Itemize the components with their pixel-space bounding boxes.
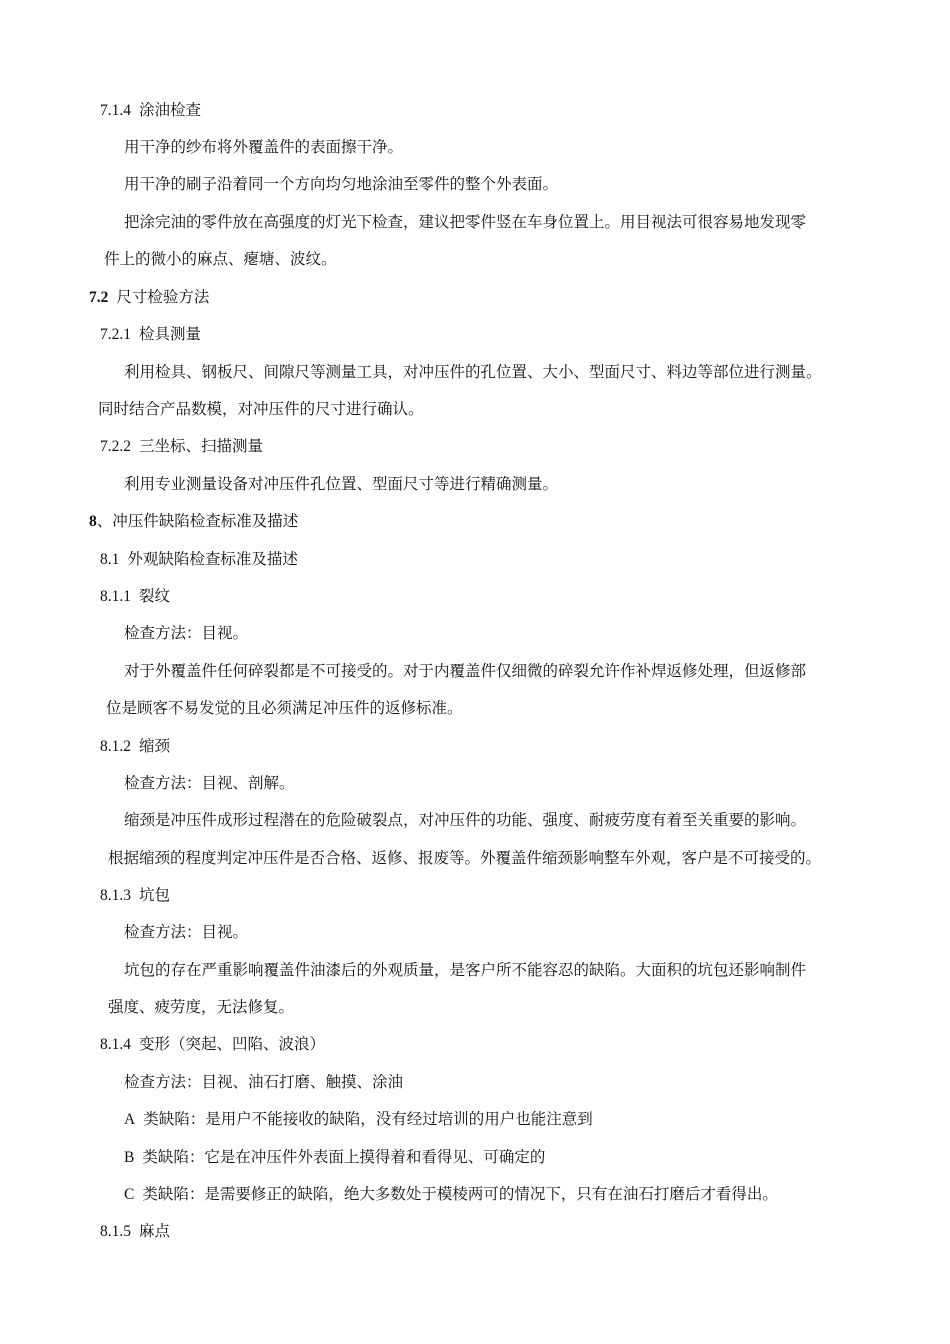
section-title: 、冲压件缺陷检查标准及描述 [96, 512, 299, 530]
paragraph: 利用检具、钢板尺、间隙尺等测量工具，对冲压件的孔位置、大小、型面尺寸、料边等部位进行测量。 [124, 363, 822, 381]
paragraph: 强度、疲劳度，无法修复。 [108, 998, 295, 1016]
paragraph: 把涂完油的零件放在高强度的灯光下检查，建议把零件竖在车身位置上。用目视法可很容易地发现零 [124, 213, 807, 231]
paragraph: 同时结合产品数模，对冲压件的尺寸进行确认。 [98, 400, 424, 418]
section-number: 8.1.1 [100, 588, 131, 605]
class-description: 类缺陷：它是在冲压件外表面上摸得着和看得见、可确定的 [142, 1148, 546, 1166]
section-title: 外观缺陷检查标准及描述 [127, 550, 298, 568]
heading-7-1-4 [100, 100, 201, 121]
heading-7-2-2 [100, 436, 263, 457]
heading-7-2-1 [100, 324, 201, 345]
class-description: 类缺陷：是需要修正的缺陷，绝大多数处于模棱两可的情况下，只有在油石打磨后才看得出。 [142, 1185, 778, 1203]
section-number: 7.2.2 [100, 438, 131, 455]
inspection-method: 检查方法：目视。 [124, 923, 249, 941]
section-number: 8.1.4 [100, 1036, 131, 1053]
paragraph: 根据缩颈的程度判定冲压件是否合格、返修、报废等。外覆盖件缩颈影响整车外观，客户是不可接受的。 [108, 849, 822, 867]
defect-class-a [124, 1109, 593, 1130]
section-number: 8.1.2 [100, 738, 131, 755]
heading-7-2 [89, 287, 209, 308]
section-title: 裂纹 [139, 587, 171, 605]
paragraph: 利用专业测量设备对冲压件孔位置、型面尺寸等进行精确测量。 [124, 475, 559, 493]
section-title: 变形（突起、凹陷、波浪） [139, 1035, 326, 1053]
paragraph: 对于外覆盖件任何碎裂都是不可接受的。对于内覆盖件仅细微的碎裂允许作补焊返修处理，但返修部 [124, 662, 807, 680]
paragraph: 用干净的纱布将外覆盖件的表面擦干净。 [124, 138, 404, 156]
paragraph: 坑包的存在严重影响覆盖件油漆后的外观质量，是客户所不能容忍的缺陷。大面积的坑包还影响制件 [124, 961, 807, 979]
section-title: 检具测量 [139, 325, 202, 343]
section-number: 8.1 [100, 551, 120, 568]
paragraph: 位是顾客不易发觉的且必须满足冲压件的返修标准。 [106, 699, 463, 717]
inspection-method: 检查方法：目视。 [124, 624, 249, 642]
section-title: 涂油检查 [139, 101, 202, 119]
class-letter: A [124, 1111, 136, 1128]
section-number: 8.1.3 [100, 887, 131, 904]
section-title: 缩颈 [139, 737, 171, 755]
section-title: 尺寸检验方法 [116, 288, 210, 306]
defect-class-c [124, 1184, 778, 1205]
heading-8-1 [100, 549, 298, 570]
heading-8-1-1 [100, 586, 170, 607]
section-number: 8 [89, 513, 97, 530]
class-description: 类缺陷：是用户不能接收的缺陷，没有经过培训的用户也能注意到 [143, 1110, 593, 1128]
section-number: 7.1.4 [100, 102, 131, 119]
section-number: 7.2.1 [100, 326, 131, 343]
heading-8 [89, 511, 298, 532]
section-title: 麻点 [139, 1222, 171, 1240]
paragraph: 缩颈是冲压件成形过程潜在的危险破裂点，对冲压件的功能、强度、耐疲劳度有着至关重要的影响。 [124, 811, 807, 829]
heading-8-1-2 [100, 736, 170, 757]
section-number: 7.2 [89, 289, 109, 306]
section-number: 8.1.5 [100, 1223, 131, 1240]
inspection-method: 检查方法：目视、油石打磨、触摸、涂油 [124, 1073, 404, 1091]
heading-8-1-3 [100, 885, 170, 906]
paragraph: 件上的微小的麻点、瘪塘、波纹。 [104, 250, 337, 268]
section-title: 三坐标、扫描测量 [139, 437, 264, 455]
paragraph: 用干净的刷子沿着同一个方向均匀地涂油至零件的整个外表面。 [124, 175, 559, 193]
defect-class-b [124, 1147, 545, 1168]
section-title: 坑包 [139, 886, 171, 904]
inspection-method: 检查方法：目视、剖解。 [124, 774, 295, 792]
heading-8-1-4 [100, 1034, 325, 1055]
class-letter: C [124, 1186, 135, 1203]
heading-8-1-5 [100, 1221, 170, 1242]
class-letter: B [124, 1149, 135, 1166]
